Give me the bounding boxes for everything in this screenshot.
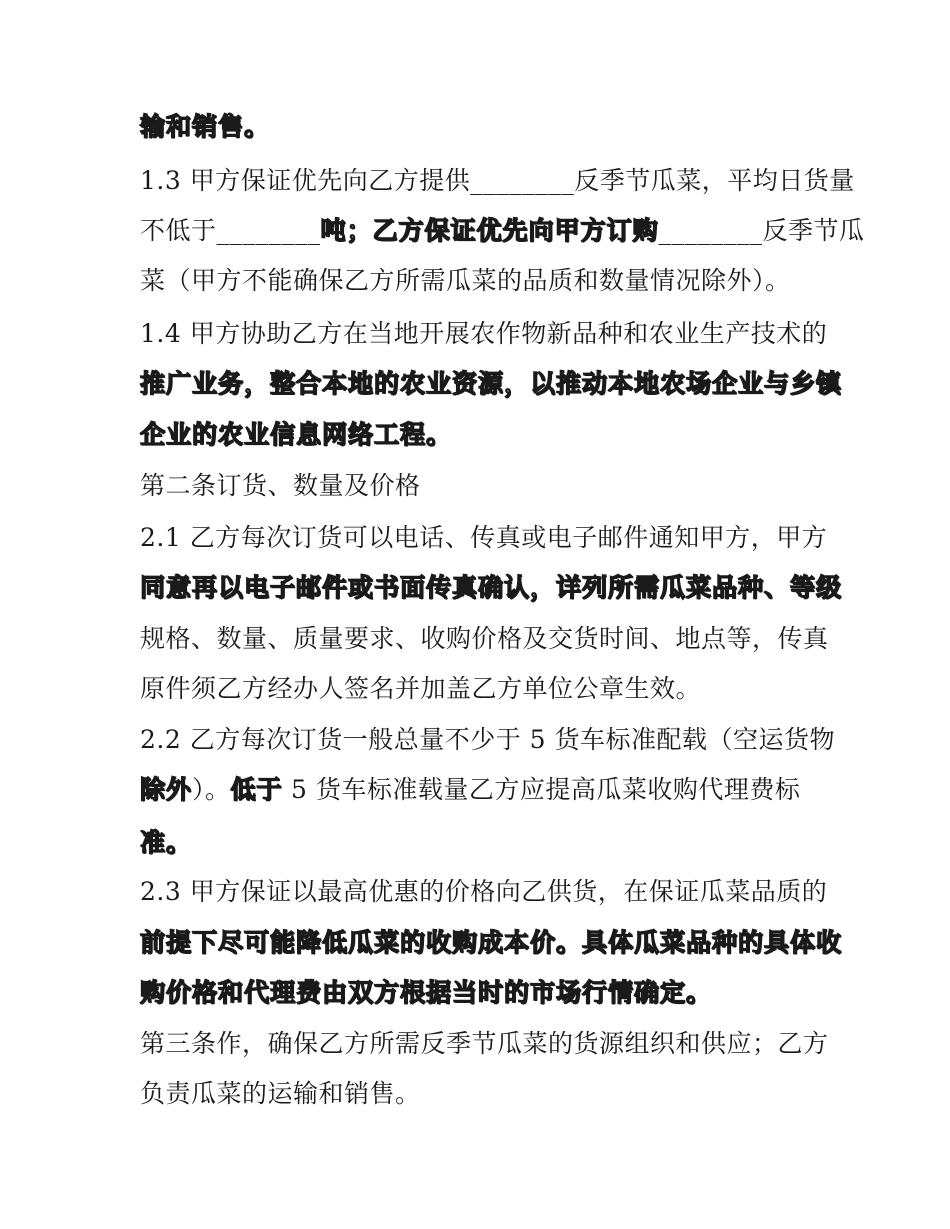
text-run: 第三条作，确保乙方所需反季节瓜菜的货源组织和供应；乙方 — [140, 1029, 829, 1058]
text-run: 规格、数量、质量要求、收购价格及交货时间、地点等，传真 — [140, 624, 829, 653]
text-line — [140, 110, 270, 144]
text-run-hollow: 除外 — [140, 775, 193, 804]
text-line — [140, 976, 712, 1010]
text-line — [140, 571, 842, 605]
clause-2-2 — [140, 723, 835, 757]
text-run: 5 货车标准载量乙方应提高瓜菜收购代理费标 — [282, 775, 801, 804]
text-run: 负责瓜菜的运输和销售。 — [140, 1079, 421, 1108]
text-line — [140, 214, 865, 248]
text-run: 不低于________ — [140, 216, 321, 245]
text-run: 输和销售。 — [140, 112, 271, 141]
text-line — [140, 926, 842, 960]
text-line — [140, 264, 791, 298]
text-run: ）。 — [192, 775, 231, 804]
text-run: 2.1 乙方每次订货可以电话、传真或电子邮件通知甲方，甲方 — [140, 523, 828, 552]
clause-1-3 — [140, 164, 855, 198]
text-run: 企业的农业信息网络工程。 — [140, 420, 453, 449]
article-3-text — [140, 1027, 829, 1061]
text-run: 原件须乙方经办人签名并加盖乙方单位公章生效。 — [140, 674, 702, 703]
clause-1-4 — [140, 317, 827, 351]
text-line — [140, 1077, 421, 1111]
text-run: 购价格和代理费由双方根据当时的市场行情确定。 — [140, 978, 713, 1007]
text-run: 2.2 乙方每次订货一般总量不少于 5 货车标准配载（空运货物 — [140, 725, 836, 754]
article-2-heading — [140, 469, 421, 503]
text-run: 2.3 甲方保证以最高优惠的价格向乙供货，在保证瓜菜品质的 — [140, 877, 828, 906]
text-run: 1.3 甲方保证优先向乙方提供________反季节瓜菜，平均日货量 — [140, 166, 855, 195]
text-line — [140, 773, 800, 807]
text-run: 第二条订货、数量及价格 — [140, 471, 421, 500]
text-line — [140, 622, 829, 656]
text-run: 推广业务，整合本地的农业资源，以推动本地农场企业与乡镇 — [140, 369, 843, 398]
text-run: 前提下尽可能降低瓜菜的收购成本价。具体瓜菜品种的具体收 — [140, 928, 843, 957]
text-line — [140, 826, 192, 860]
text-line — [140, 418, 452, 452]
text-line — [140, 672, 701, 706]
text-run-hollow: 吨；乙方保证优先向甲方订购 — [320, 216, 659, 245]
text-line — [140, 367, 842, 401]
text-run: ________反季节瓜 — [658, 216, 865, 245]
text-run: 1.4 甲方协助乙方在当地开展农作物新品种和农业生产技术的 — [140, 319, 828, 348]
text-run-hollow: 低于 — [230, 775, 283, 804]
clause-2-1 — [140, 521, 827, 555]
text-run: 菜（甲方不能确保乙方所需瓜菜的品质和数量情况除外）。 — [140, 266, 791, 295]
text-run: 准。 — [140, 828, 193, 857]
text-run: 同意再以电子邮件或书面传真确认，详列所需瓜菜品种、等级 — [140, 573, 843, 602]
clause-2-3 — [140, 875, 827, 909]
